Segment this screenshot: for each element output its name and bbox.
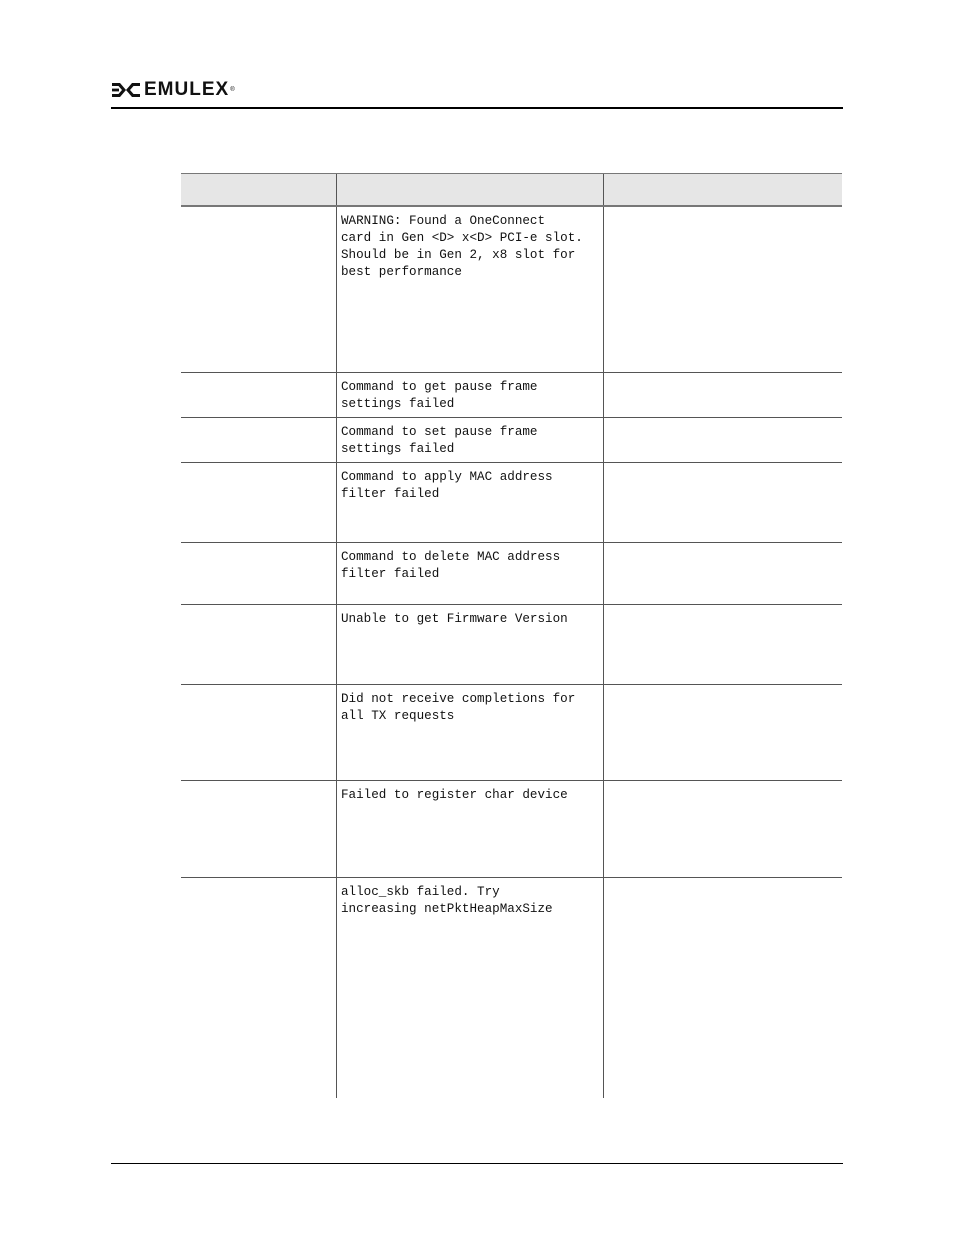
column-divider <box>336 878 337 1098</box>
message-text-cell: WARNING: Found a OneConnect card in Gen <D> x<D> PCI-e slot. Should be in Gen 2, x8 slot for best performance <box>341 214 583 279</box>
emulex-logo-mark-icon <box>111 81 141 99</box>
column-divider <box>603 543 604 604</box>
column-divider <box>603 605 604 684</box>
column-divider <box>336 543 337 604</box>
message-text-cell: Unable to get Firmware Version <box>341 612 568 626</box>
message-text-cell: alloc_skb failed. Try increasing netPktHeapMaxSize <box>341 885 553 916</box>
column-divider <box>336 207 337 372</box>
column-divider <box>603 418 604 462</box>
column-divider <box>336 685 337 780</box>
message-text-cell: Command to delete MAC address filter failed <box>341 550 561 581</box>
emulex-logo <box>111 80 235 100</box>
column-divider <box>603 207 604 372</box>
column-header <box>604 174 842 205</box>
table-row <box>181 543 842 605</box>
message-text-cell: Failed to register char device <box>341 788 568 802</box>
table-row <box>181 781 842 878</box>
column-divider <box>603 781 604 877</box>
message-text-cell: Did not receive completions for all TX requests <box>341 692 576 723</box>
table-row <box>181 418 842 463</box>
table-row <box>181 463 842 543</box>
message-text-cell: Command to set pause frame settings failed <box>341 425 538 456</box>
brand-name: EMULEX <box>144 79 230 100</box>
message-text-cell: Command to apply MAC address filter failed <box>341 470 553 501</box>
table-row <box>181 373 842 418</box>
table-row <box>181 685 842 781</box>
message-table <box>181 173 842 1098</box>
registered-mark: ® <box>230 87 235 93</box>
column-divider <box>603 463 604 542</box>
message-text-cell: Command to get pause frame settings failed <box>341 380 538 411</box>
column-divider <box>336 373 337 417</box>
table-row <box>181 207 842 373</box>
column-header <box>181 174 336 205</box>
footer-rule <box>111 1163 843 1164</box>
table-body <box>181 207 842 1098</box>
column-divider <box>603 685 604 780</box>
table-row <box>181 605 842 685</box>
column-divider <box>336 418 337 462</box>
table-header <box>181 173 842 207</box>
column-divider <box>336 605 337 684</box>
header-rule <box>111 107 843 109</box>
column-divider <box>336 463 337 542</box>
column-divider <box>603 373 604 417</box>
table-row <box>181 878 842 1098</box>
column-divider <box>336 781 337 877</box>
column-header <box>337 174 603 205</box>
column-divider <box>603 878 604 1098</box>
